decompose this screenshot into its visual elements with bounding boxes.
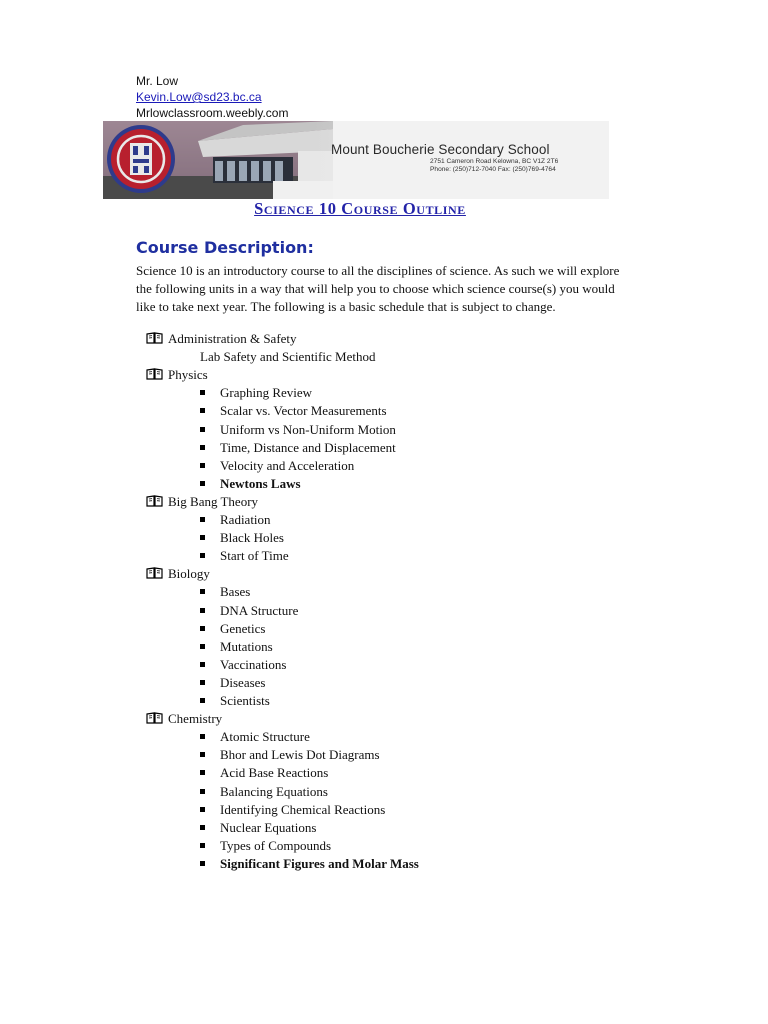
square-bullet-icon: [200, 843, 205, 848]
topic-item: [200, 728, 310, 746]
topic-text: Newtons Laws: [220, 475, 301, 491]
email-link[interactable]: Kevin.Low@sd23.bc.ca: [136, 90, 262, 104]
topic-item: [200, 602, 298, 620]
school-crest-icon: [107, 125, 175, 193]
unit-name: Physics: [168, 367, 208, 383]
square-bullet-icon: [200, 861, 205, 866]
unit-heading: [146, 366, 208, 385]
topic-item: [200, 801, 385, 819]
topic-item: [200, 529, 284, 547]
square-bullet-icon: [200, 644, 205, 649]
school-address: 2751 Cameron Road Kelowna, BC V1Z 2T6: [430, 158, 559, 165]
topic-text: Significant Figures and Molar Mass: [220, 855, 419, 871]
book-icon: [146, 566, 163, 584]
book-icon: [146, 367, 163, 385]
topic-text: Black Holes: [220, 530, 284, 546]
topic-item: [200, 511, 271, 529]
school-name: Mount Boucherie Secondary School: [331, 142, 550, 157]
topic-item: [200, 855, 419, 873]
unit-heading: [146, 330, 297, 349]
topic-text: Nuclear Equations: [220, 819, 317, 835]
unit-name: Big Bang Theory: [168, 493, 259, 509]
topic-text: Genetics: [220, 620, 266, 636]
unit-heading: [146, 565, 210, 584]
topic-item: [200, 421, 396, 439]
book-icon: [146, 494, 163, 512]
topic-item: [200, 638, 273, 656]
topic-item: [200, 837, 331, 855]
course-description-heading: Course Description:: [136, 238, 314, 257]
contact-block: [136, 73, 288, 121]
book-icon: [146, 331, 163, 349]
square-bullet-icon: [200, 445, 205, 450]
topic-text: DNA Structure: [220, 602, 299, 618]
topic-text: Bhor and Lewis Dot Diagrams: [220, 747, 380, 763]
topic-item: [200, 764, 328, 782]
square-bullet-icon: [200, 408, 205, 413]
square-bullet-icon: [200, 589, 205, 594]
unit-name: Biology: [168, 566, 210, 582]
unit-subheading: Lab Safety and Scientific Method: [200, 349, 376, 365]
topic-text: Diseases: [220, 674, 266, 690]
square-bullet-icon: [200, 481, 205, 486]
topic-text: Atomic Structure: [220, 729, 310, 745]
square-bullet-icon: [200, 698, 205, 703]
website-text: Mrlowclassroom.weebly.com: [136, 106, 289, 120]
topic-item: [200, 439, 396, 457]
unit-name: Administration & Safety: [168, 331, 297, 346]
topic-item: [200, 583, 250, 601]
square-bullet-icon: [200, 463, 205, 468]
square-bullet-icon: [200, 789, 205, 794]
topic-text: Graphing Review: [220, 385, 313, 401]
topic-item: [200, 384, 312, 402]
topic-item: [200, 620, 265, 638]
square-bullet-icon: [200, 825, 205, 830]
school-phone: Phone: (250)712-7040 Fax: (250)769-4764: [430, 166, 556, 173]
topic-item: [200, 457, 354, 475]
topic-item: [200, 656, 286, 674]
course-description-text: Science 10 is an introductory course to all the disciplines of science. As such we will explore the following units in a way that will help you to choose which science course(s) you would like to take next year. The following is a basic schedule that is subject to change.: [136, 263, 620, 314]
topic-text: Identifying Chemical Reactions: [220, 801, 386, 817]
topic-text: Types of Compounds: [220, 837, 332, 853]
topic-text: Uniform vs Non-Uniform Motion: [220, 421, 396, 437]
square-bullet-icon: [200, 680, 205, 685]
square-bullet-icon: [200, 390, 205, 395]
topic-item: [200, 402, 387, 420]
topic-item: [200, 547, 289, 565]
square-bullet-icon: [200, 517, 205, 522]
topic-item: [200, 674, 266, 692]
topic-item: [200, 746, 380, 764]
square-bullet-icon: [200, 535, 205, 540]
topic-text: Scalar vs. Vector Measurements: [220, 403, 387, 419]
topic-text: Velocity and Acceleration: [220, 457, 355, 473]
unit-heading: [146, 710, 222, 729]
square-bullet-icon: [200, 427, 205, 432]
square-bullet-icon: [200, 608, 205, 613]
topic-text: Vaccinations: [220, 656, 287, 672]
square-bullet-icon: [200, 626, 205, 631]
square-bullet-icon: [200, 553, 205, 558]
school-banner: [103, 121, 609, 199]
square-bullet-icon: [200, 770, 205, 775]
square-bullet-icon: [200, 752, 205, 757]
book-icon: [146, 711, 163, 729]
topic-item: [200, 475, 301, 493]
topic-item: [200, 783, 328, 801]
square-bullet-icon: [200, 734, 205, 739]
teacher-name: Mr. Low: [136, 74, 179, 88]
unit-heading: [146, 493, 258, 512]
document-title: Science 10 Course Outline: [254, 199, 466, 218]
topic-text: Time, Distance and Displacement: [220, 439, 396, 455]
topic-text: Scientists: [220, 693, 270, 708]
topic-text: Bases: [220, 584, 251, 600]
square-bullet-icon: [200, 662, 205, 667]
topic-text: Acid Base Reactions: [220, 765, 329, 781]
unit-name: Chemistry: [168, 711, 223, 727]
topic-text: Mutations: [220, 638, 273, 654]
topic-item: [200, 819, 316, 837]
square-bullet-icon: [200, 807, 205, 812]
topic-text: Radiation: [220, 512, 271, 527]
topic-text: Balancing Equations: [220, 783, 328, 799]
topic-text: Start of Time: [220, 548, 289, 564]
topic-item: [200, 692, 270, 710]
